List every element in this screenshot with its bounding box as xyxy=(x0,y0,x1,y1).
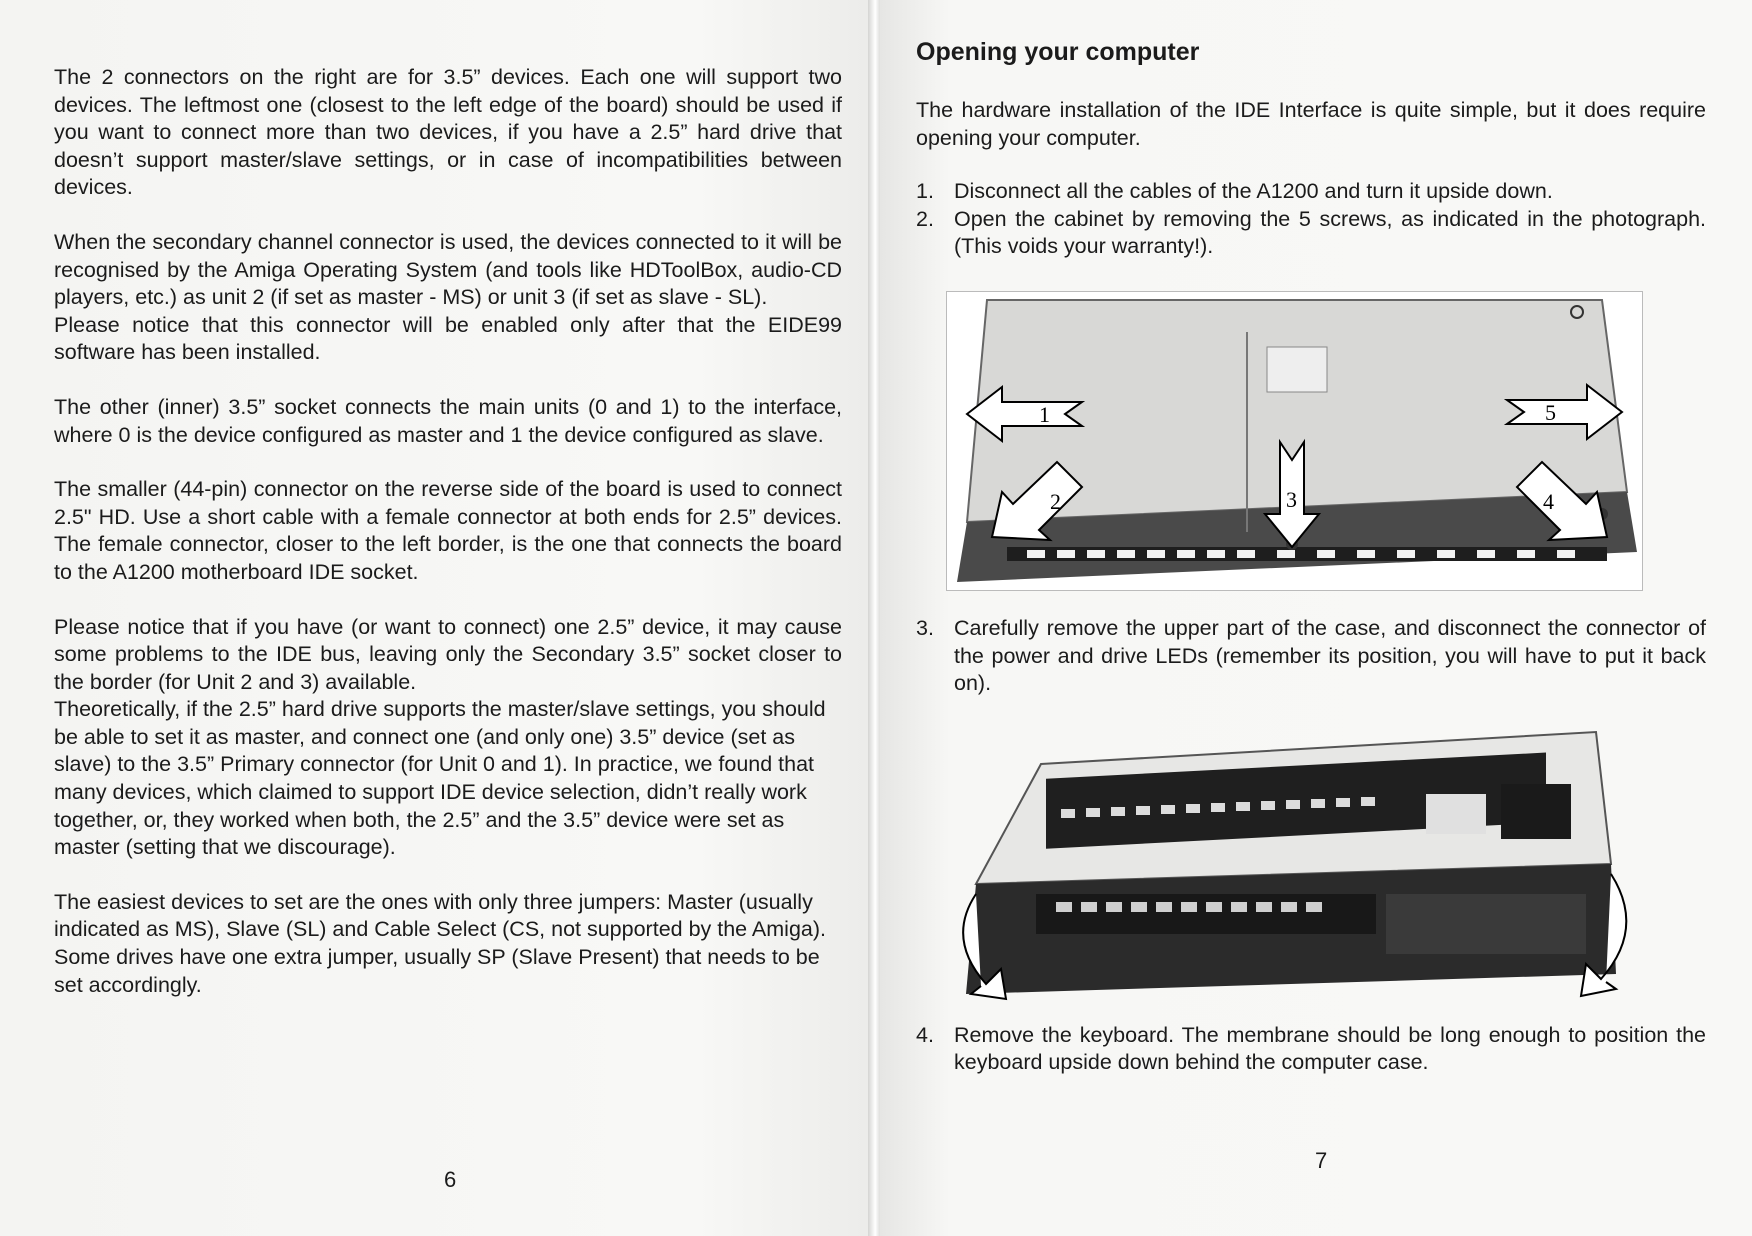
step-number: 4. xyxy=(916,1022,934,1047)
page-number-left: 6 xyxy=(444,1167,457,1192)
paragraph-extra-jumper: Some drives have one extra jumper, usually SP (Slave Present) that needs to be set accordingly. xyxy=(54,945,820,997)
paragraph-inner-socket: The other (inner) 3.5” socket connects the main units (0 and 1) to the interface, where 0 is the device configured as master and 1 the device configured as slave. xyxy=(54,394,842,447)
step-number: 2. xyxy=(916,206,934,231)
screw-label-1: 1 xyxy=(1039,401,1050,427)
step-text: Disconnect all the cables of the A1200 and turn it upside down. xyxy=(954,179,1553,204)
step-text: Carefully remove the upper part of the case, and disconnect the connector of the power and drive LEDs (remember its position, you will have to put it back on). xyxy=(954,615,1706,696)
photo-open-case xyxy=(946,724,1641,1002)
instruction-steps-final xyxy=(916,1022,1706,1077)
section-heading: Opening your computer xyxy=(916,38,1200,66)
paragraph-25-device-notice: Please notice that if you have (or want to connect) one 2.5” device, it may cause some problems to the IDE bus, leaving only the Secondary 3.5” socket closer to the border (for Unit 2 and 3) available. xyxy=(54,614,842,694)
instruction-steps-continued xyxy=(916,615,1706,698)
screw-label-3: 3 xyxy=(1286,486,1297,512)
left-text-column xyxy=(54,64,842,999)
photo-underside-screws xyxy=(946,291,1643,591)
book-gutter xyxy=(868,0,880,1236)
screw-label-2: 2 xyxy=(1050,488,1061,514)
instruction-steps xyxy=(916,178,1706,261)
step-2 xyxy=(916,206,1706,261)
intro-paragraph: The hardware installation of the IDE Interface is quite simple, but it does require opening your computer. xyxy=(916,98,1706,150)
step-number: 3. xyxy=(916,615,934,640)
right-text-column xyxy=(916,38,1706,1077)
open-case-illustration xyxy=(946,724,1641,1002)
page-left xyxy=(0,0,868,1236)
paragraph-three-jumpers: The easiest devices to set are the ones with only three jumpers: Master (usually indicated as MS), Slave (SL) and Cable Select (CS, not supported by the Amiga). xyxy=(54,889,827,942)
screw-label-5: 5 xyxy=(1545,399,1556,425)
paragraph-connectors-right: The 2 connectors on the right are for 3.5” devices. Each one will support two devices. The leftmost one (closest to the left edge of the board) should be used if you want to connect more than two devices, if you have a 2.5” hard drive that doesn’t support master/slave settings, or in case of incompatibilities between devices. xyxy=(54,65,842,200)
paragraph-secondary-channel: When the secondary channel connector is used, the devices connected to it will be recognised by the Amiga Operating System (and tools like HDToolBox, audio-CD players, etc.) as unit 2 (if set as master - MS) or unit 3 (if set as slave - SL). xyxy=(54,229,842,310)
step-4 xyxy=(916,1022,1706,1077)
paragraph-44pin-connector: The smaller (44-pin) connector on the reverse side of the board is used to connect 2.5" HD. Use a short cable with a female connector at both ends for 2.5” devices. The female connector, closer to the left border, is the one that connects the board to the A1200 motherboard IDE socket. xyxy=(54,477,842,584)
underside-illustration xyxy=(947,292,1642,590)
page-number-right: 7 xyxy=(1315,1148,1328,1173)
step-number: 1. xyxy=(916,179,934,204)
paragraph-eide99-notice: Please notice that this connector will be enabled only after that the EIDE99 software has been installed. xyxy=(54,312,842,365)
step-3 xyxy=(916,615,1706,698)
screw-label-4: 4 xyxy=(1543,488,1554,514)
step-text: Remove the keyboard. The membrane should be long enough to position the keyboard upside down behind the computer case. xyxy=(954,1022,1706,1075)
paragraph-master-slave-theory: Theoretically, if the 2.5” hard drive supports the master/slave settings, you should be able to set it as master, and connect one (and only one) 3.5” device (set as slave) to the 3.5” Primary connector (for Unit 0 and 1). In practice, we found that many devices, which claimed to support IDE device selection, didn’t really work together, or, they worked when both, the 2.5” and the 3.5” device were set as master (setting that we discourage). xyxy=(54,697,826,860)
step-1 xyxy=(916,178,1706,206)
step-text: Open the cabinet by removing the 5 screws, as indicated in the photograph. (This voids your warranty!). xyxy=(954,206,1706,259)
page-right xyxy=(880,0,1752,1236)
